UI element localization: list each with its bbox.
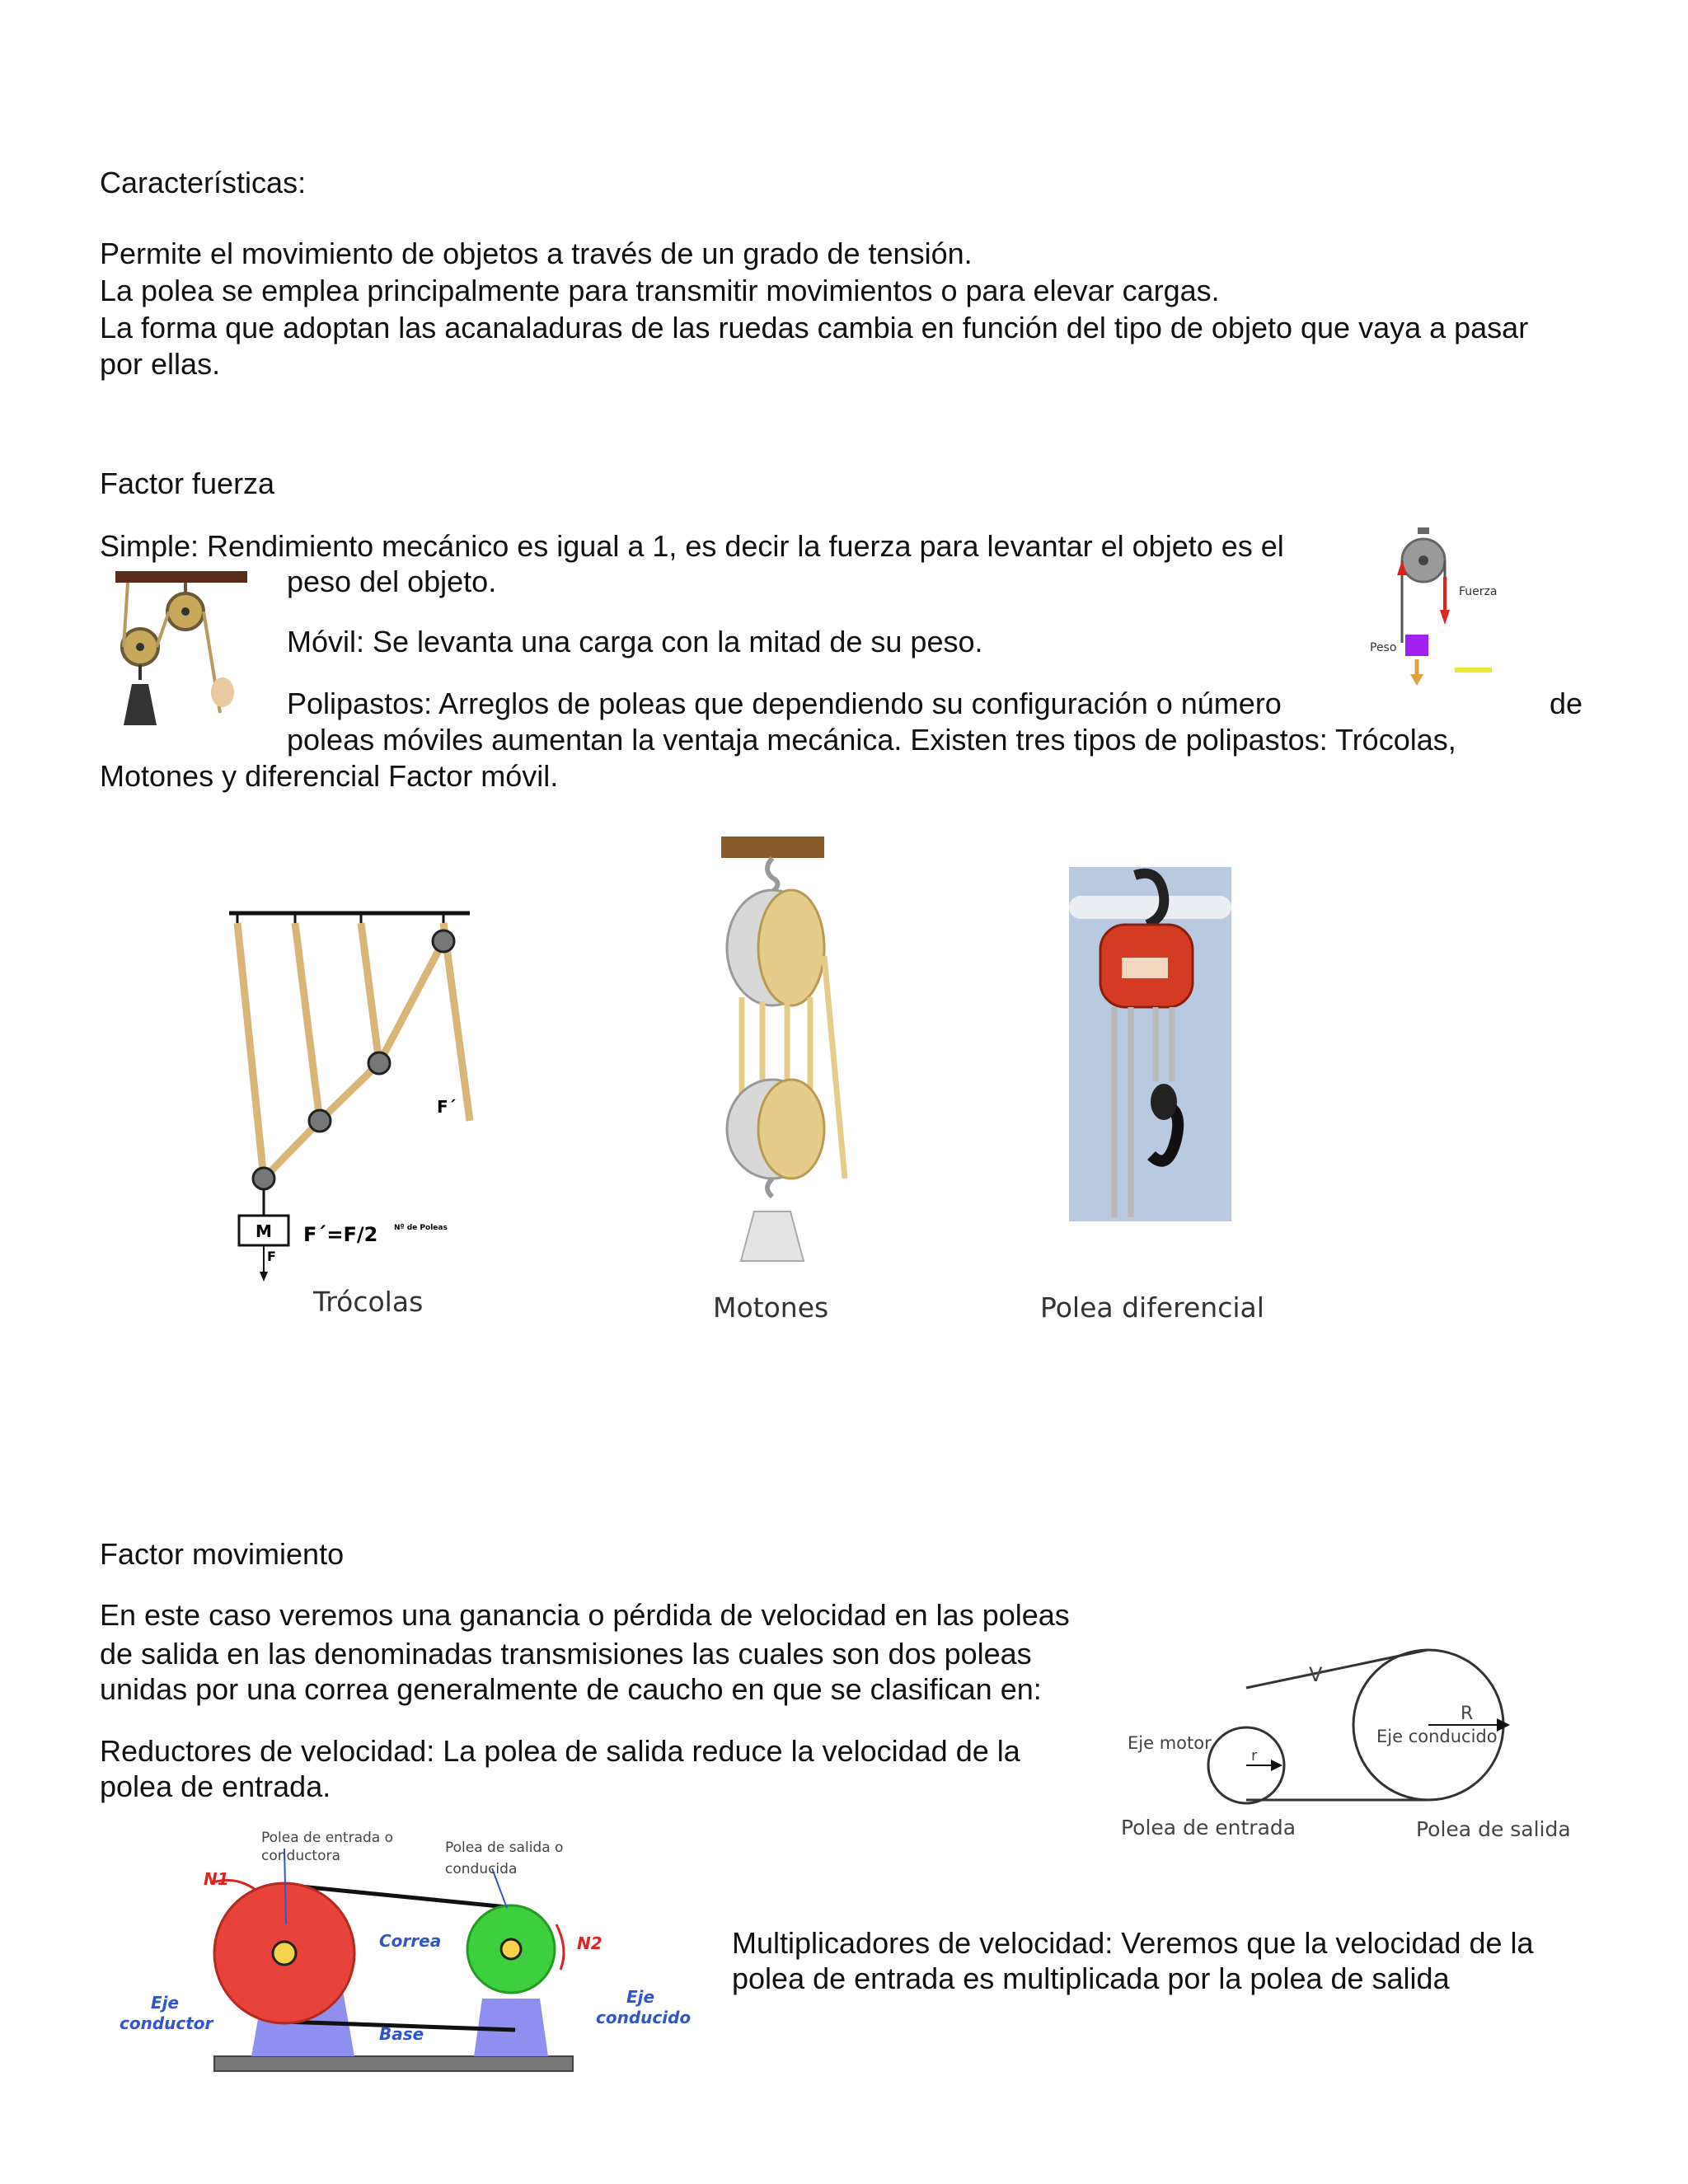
polea-salida-label: Polea de salida xyxy=(1416,1817,1571,1841)
fuerza-heading: Factor fuerza xyxy=(100,466,275,500)
eje-conducido-label-2: conducido xyxy=(596,2008,692,2027)
formula: F´=F/2 xyxy=(303,1223,378,1246)
polea-entrada-label: Polea de entrada xyxy=(1121,1816,1296,1840)
eje-conducido-label-1: Eje xyxy=(626,1987,655,2007)
formula-superscript: Nº de Poleas xyxy=(394,1224,448,1232)
salida-label-2: conducida xyxy=(445,1861,518,1877)
movil-line: Móvil: Se levanta una carga con la mitad de su peso. xyxy=(287,625,983,658)
base-label: Base xyxy=(379,2024,424,2044)
movimiento-heading: Factor movimiento xyxy=(100,1537,345,1571)
multiplicadores-line-1: Multiplicadores de velocidad: Veremos que la velocidad de la xyxy=(732,1926,1534,1960)
polipastos-de: de xyxy=(1550,687,1583,720)
caracteristicas-heading: Características: xyxy=(100,166,307,199)
fuerza-label: Fuerza xyxy=(1459,585,1498,598)
eje-motor-label: Eje motor xyxy=(1128,1733,1212,1753)
entrada-label-1: Polea de entrada o xyxy=(261,1830,394,1846)
polipastos-line-3: Motones y diferencial Factor móvil. xyxy=(100,759,559,793)
r-small-label: r xyxy=(1251,1747,1258,1765)
polea-diferencial-caption: Polea diferencial xyxy=(1040,1291,1264,1324)
belt-drive-diagram xyxy=(1113,1640,1591,1846)
entrada-label-2: conductora xyxy=(261,1848,340,1864)
polipastos-line-1: Polipastos: Arreglos de poleas que dependiendo su configuración o número xyxy=(287,687,1282,720)
movimiento-intro-3: unidas por una correa generalmente de caucho en que se clasifican en: xyxy=(100,1672,1042,1706)
caracteristicas-line-4: por ellas. xyxy=(100,347,221,381)
movimiento-intro-2: de salida en las denominadas transmisiones las cuales son dos poleas xyxy=(100,1637,1032,1671)
polipastos-line-2: poleas móviles aumentan la ventaja mecánica. Existen tres tipos de polipastos: Trócolas, xyxy=(287,723,1456,757)
eje-conductor-label-2: conductor xyxy=(120,2013,213,2033)
eje-conducido-label: Eje conducido xyxy=(1376,1727,1498,1746)
peso-label: Peso xyxy=(1370,641,1397,654)
simple-pulley-illustration xyxy=(1360,527,1517,692)
simple-line-1: Simple: Rendimiento mecánico es igual a 1, es decir la fuerza para levantar el objeto es el xyxy=(100,529,1284,563)
motones-caption: Motones xyxy=(713,1291,829,1324)
motones-figure xyxy=(705,832,861,1269)
force-label: F xyxy=(267,1249,276,1264)
eje-conductor-label-1: Eje xyxy=(151,1993,180,2013)
v-label: V xyxy=(1309,1663,1323,1686)
n1-label: N1 xyxy=(204,1869,229,1889)
reductores-line-2: polea de entrada. xyxy=(100,1769,331,1803)
caracteristicas-line-3: La forma que adoptan las acanaladuras de las ruedas cambia en función del tipo de objeto que vaya a pasar xyxy=(100,311,1529,344)
correa-label: Correa xyxy=(379,1931,442,1951)
mass-label: M xyxy=(256,1221,272,1241)
trocolas-caption: Trócolas xyxy=(313,1286,424,1318)
movimiento-intro-1: En este caso veremos una ganancia o pérdida de velocidad en las poleas xyxy=(100,1598,1070,1632)
n2-label: N2 xyxy=(577,1933,603,1953)
caracteristicas-line-2: La polea se emplea principalmente para transmitir movimientos o para elevar cargas. xyxy=(100,274,1220,307)
multiplicadores-line-2: polea de entrada es multiplicada por la polea de salida xyxy=(732,1961,1450,1995)
simple-line-2: peso del objeto. xyxy=(287,565,497,598)
polea-diferencial-figure xyxy=(1069,867,1231,1221)
trocolas-figure xyxy=(214,898,495,1286)
f-prime-label: F´ xyxy=(437,1097,457,1117)
caracteristicas-line-1: Permite el movimiento de objetos a través de un grado de tensión. xyxy=(100,237,973,270)
transmission-illustration xyxy=(111,1825,705,2081)
r-big-label: R xyxy=(1461,1704,1474,1724)
salida-label-1: Polea de salida o xyxy=(445,1840,564,1856)
movable-pulley-illustration xyxy=(111,569,251,733)
reductores-line-1: Reductores de velocidad: La polea de salida reduce la velocidad de la xyxy=(100,1734,1020,1768)
